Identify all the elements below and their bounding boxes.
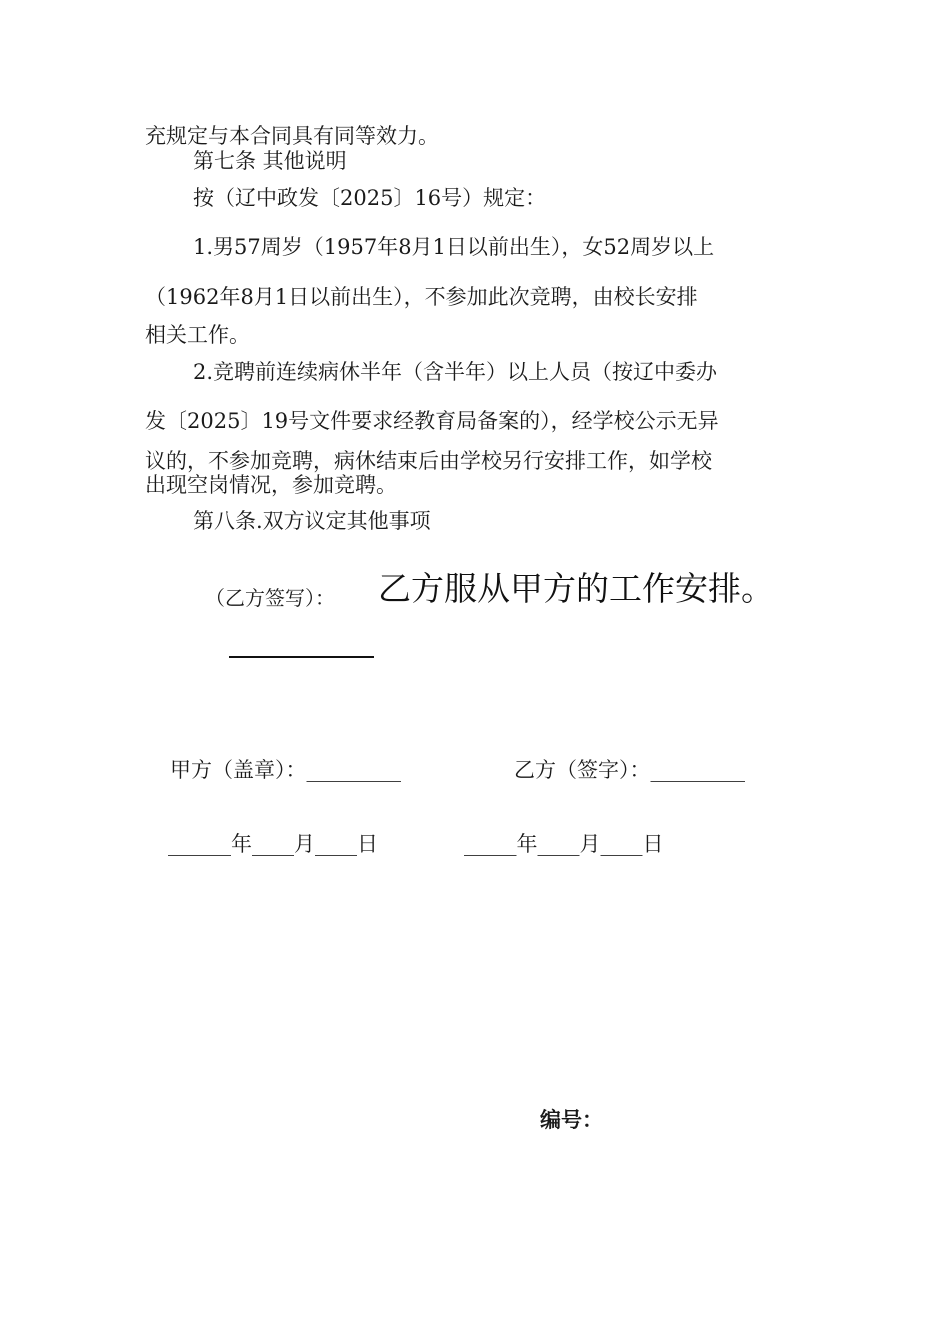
item-2-line: 出现空岗情况，参加竞聘。 xyxy=(145,473,397,497)
item-2-line: 2.竞聘前连续病休半年（含半年）以上人员（按辽中委办 xyxy=(193,360,718,384)
party-b-date-field: _____年____月____日 xyxy=(464,832,664,856)
article-8-title: 第八条.双方议定其他事项 xyxy=(193,509,431,533)
item-1-line: 1.男57周岁（1957年8月1日以前出生），女52周岁以上 xyxy=(193,235,715,259)
paragraph-line: 充规定与本合同具有同等效力。 xyxy=(145,124,439,148)
document-number-label: 编号： xyxy=(540,1108,603,1132)
article-7-title: 第七条 其他说明 xyxy=(193,149,347,173)
sign-statement: 乙方服从甲方的工作安排。 xyxy=(378,569,774,608)
article-7-basis: 按（辽中政发〔2025〕16号）规定： xyxy=(193,186,547,210)
item-2-line: 发〔2025〕19号文件要求经教育局备案的），经学校公示无异 xyxy=(145,409,719,433)
party-b-sign-field: 乙方（签字）：_________ xyxy=(514,758,745,782)
item-2-line: 议的，不参加竞聘，病休结束后由学校另行安排工作，如学校 xyxy=(145,449,712,473)
item-1-line: （1962年8月1日以前出生），不参加此次竞聘，由校长安排 xyxy=(145,285,698,309)
party-a-seal-field: 甲方（盖章）：_________ xyxy=(170,758,401,782)
signature-line xyxy=(229,656,374,658)
party-a-date-field: ______年____月____日 xyxy=(168,832,378,856)
sign-label: （乙方签写）： xyxy=(205,586,335,610)
item-1-line: 相关工作。 xyxy=(145,323,250,347)
